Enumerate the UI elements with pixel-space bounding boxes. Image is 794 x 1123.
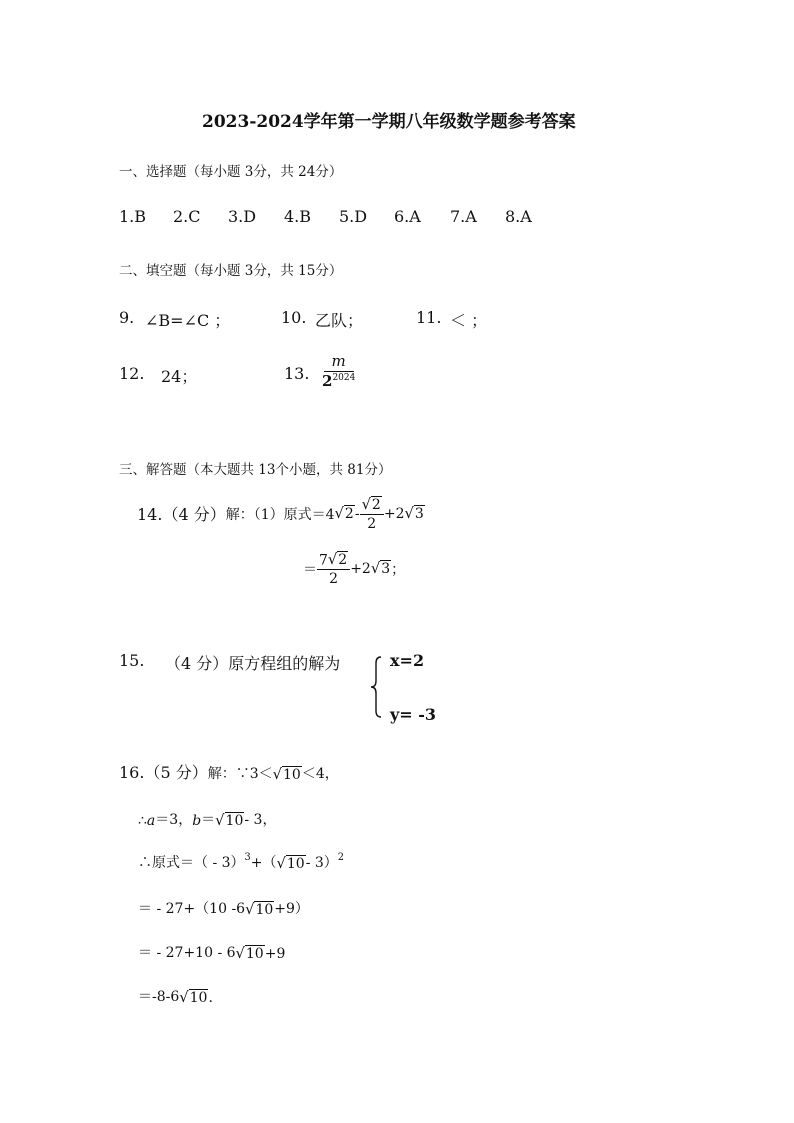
q16-line4: ＝ - 27+（10 -6 √ 10 +9） [138, 901, 309, 918]
q16-label: 16.（5 分） [119, 763, 208, 782]
left-brace [368, 655, 384, 719]
q15-x-solution: x=2 [390, 651, 425, 670]
q11-number: 11. [416, 308, 442, 327]
sqrt-10: √ 10 [245, 901, 274, 918]
choice-answer: 8.A [505, 207, 532, 226]
section3-heading: 三、解答题（本大题共 13个小题，共 81分） [119, 462, 392, 478]
sqrt-10: √ 10 [272, 766, 301, 783]
choice-answer: 1.B [119, 207, 147, 226]
q16-line6: ＝-8-6 √ 10 . [138, 989, 213, 1006]
q10-answer: 乙队； [315, 311, 364, 330]
q13-fraction [322, 354, 355, 389]
q16-line2: ∴ a ＝3， b ＝ √ 10 - 3， [138, 812, 277, 829]
sqrt-10: √ 10 [179, 989, 208, 1006]
choice-answers [119, 207, 532, 226]
choice-answer: 5.D [339, 207, 368, 226]
sqrt-10: √ 10 [276, 855, 305, 872]
q14-intro: 解：（1）原式＝4 [225, 506, 335, 523]
q13-exponent: 2024 [332, 373, 356, 383]
sqrt-2: √ 2 [334, 505, 354, 523]
choice-answer: 3.D [228, 207, 257, 226]
q15-y-solution: y= -3 [390, 705, 437, 724]
q12-number: 12. [119, 364, 145, 383]
q14-label: 14.（4 分） [137, 505, 226, 525]
q9-number: 9. [119, 308, 135, 327]
q12-answer: 24； [161, 367, 198, 386]
sqrt-3: √ 3 [404, 505, 424, 523]
page-title: 2023-2024学年第一学期八年级数学题参考答案 [202, 112, 576, 132]
q9-answer: ∠B=∠C ； [145, 311, 231, 330]
choice-answer: 4.B [284, 207, 312, 226]
choice-answer: 7.A [450, 207, 477, 226]
q13-number: 13. [284, 364, 310, 383]
q13-base: 2 [322, 372, 333, 390]
choice-answer: 2.C [173, 207, 201, 226]
section1-heading: 一、选择题（每小题 3分，共 24分） [119, 164, 343, 180]
q15-text: （4 分）原方程组的解为 [165, 654, 341, 673]
q14-line2: ＝ 7 √ 2 2 +2 √ 3 ； [303, 551, 406, 588]
q13-numerator: m [324, 354, 354, 372]
q14-line1: 14.（4 分） 解：（1）原式＝4 √ 2 - √ 2 2 +2 √ 3 [137, 496, 424, 533]
q14-fraction: √ 2 2 [360, 496, 384, 531]
q11-answer: ＜ ； [450, 311, 488, 330]
q16-line5: ＝ - 27+10 - 6 √ 10 +9 [138, 945, 286, 962]
q10-number: 10. [281, 308, 307, 327]
sqrt-10: √ 10 [215, 812, 244, 829]
q16-line1: 16.（5 分） 解：∵3＜ √ 10 ＜4， [119, 760, 339, 783]
choice-answer: 6.A [394, 207, 421, 226]
q16-line3: ∴原式＝（ - 3） $^3$ +（ √ 10 - 3） $^2$ [138, 852, 345, 872]
section2-heading: 二、填空题（每小题 3分，共 15分） [119, 263, 343, 279]
sqrt-10: √ 10 [235, 945, 264, 962]
q15-label: 15. [119, 651, 145, 670]
sqrt-3: √ 3 [370, 560, 391, 578]
q14-line2-fraction: 7 √ 2 2 [317, 551, 350, 586]
